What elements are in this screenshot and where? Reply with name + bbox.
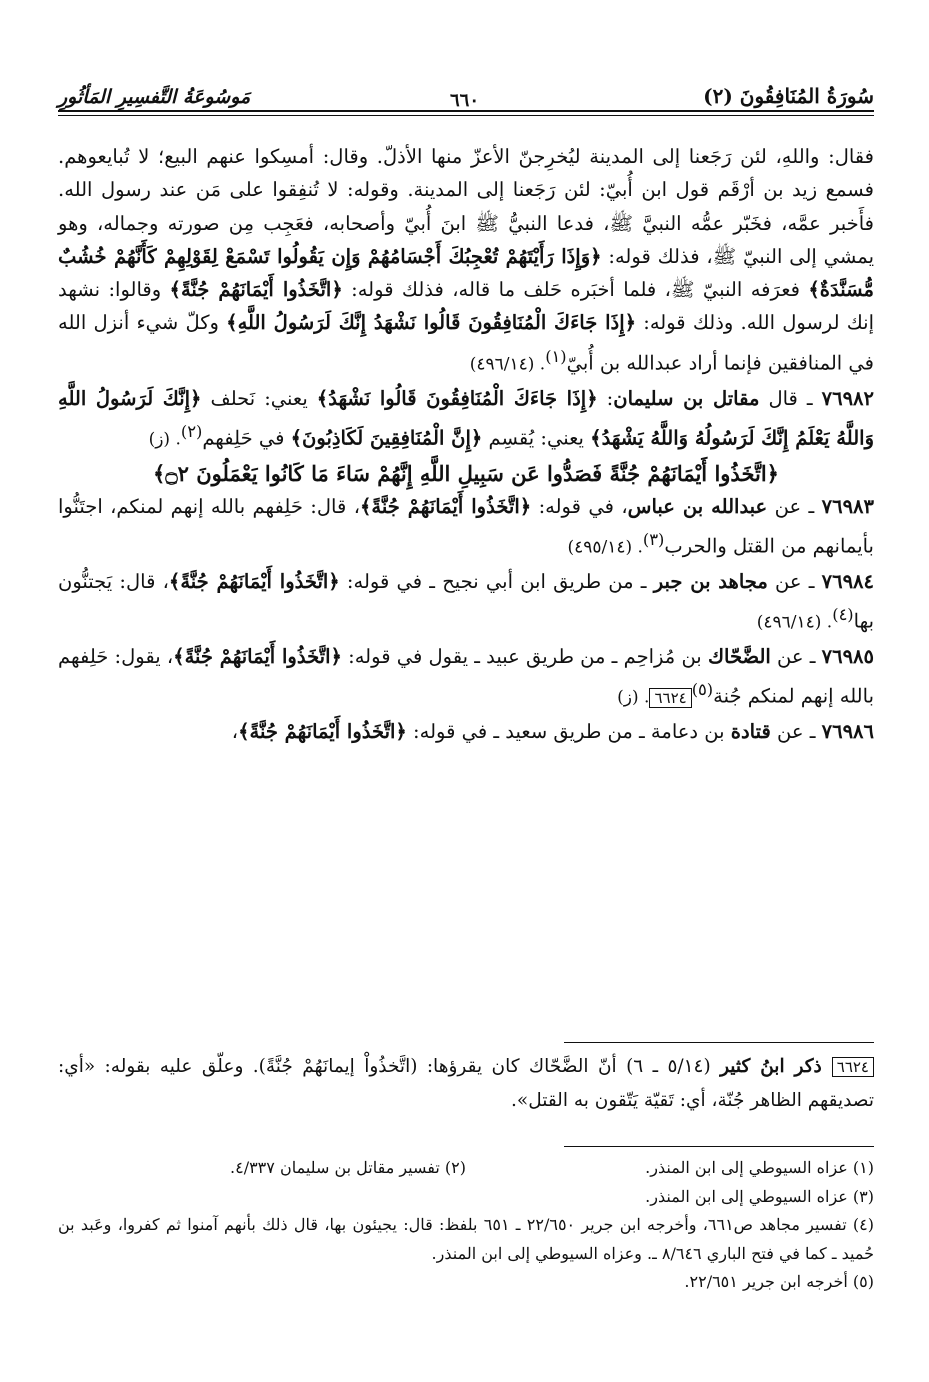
volume-reference: . (ز) (148, 429, 181, 450)
narrator-name: مجاهد بن جبر (653, 570, 768, 594)
header-rule (58, 110, 874, 112)
book-title: مَوسُوعَةُ التَّفسِيرِ المَأثُورِ (58, 86, 251, 108)
volume-reference: . (ز) (617, 687, 650, 708)
volume-reference: . (٤٩٦/١٤) (469, 354, 546, 375)
footnote-5: (٥) أخرجه ابن جرير ٢٢/٦٥١. (684, 1272, 874, 1291)
narration-number: ٧٦٩٨٢ (821, 386, 875, 410)
editorial-note (58, 1050, 874, 1117)
note-separator (564, 1042, 874, 1043)
header-rule-thin (58, 115, 874, 116)
note-reference-box[interactable]: ٦٦٢٤ (649, 688, 691, 708)
surah-title: سُورَةُ المُنَافِقُونَ (٢) (703, 84, 874, 108)
narrator-name: قتادة (730, 720, 771, 744)
footnote-separator (564, 1146, 874, 1147)
footnote-1: (١) عزاه السيوطي إلى ابن المنذر. (645, 1158, 874, 1177)
quran-quote: ﴿إِنَّكَ لَرَسُولُ اللَّهِ وَاللَّهُ يَعْلَمُ إِنَّكَ لَرَسُولُهُ وَاللَّهُ يَشْهَدُ﴾ (58, 386, 874, 450)
quran-quote: ﴿اتَّخَذُوا أَيْمَانَهُمْ جُنَّةً﴾ (173, 645, 342, 669)
narrator-name: عبدالله بن عباس (627, 494, 768, 518)
verse-heading: ﴿اتَّخَذُوا أَيْمَانَهُمْ جُنَّةً فَصَدُّوا عَن سَبِيلِ اللَّهِ إِنَّهُمْ سَاءَ مَا كَانُوا يَعْمَلُونَ ۝٢﴾ (153, 460, 779, 486)
narration-number: ٧٦٩٨٦ (821, 720, 874, 744)
narration-76982: ٧٦٩٨٢ ـ قال مقاتل بن سليمان: ﴿إِذَا جَاءَكَ الْمُنَافِقُونَ قَالُوا نَشْهَدُ﴾ يعني: نَحلف ﴿إِنَّكَ لَرَسُولُ اللَّهِ وَاللَّهُ يَعْلَمُ إِنَّكَ لَرَسُولُهُ وَاللَّهُ يَشْهَدُ﴾ يعني: يُقسِم ﴿إِنَّ الْمُنَافِقِينَ لَكَاذِبُونَ﴾ في حَلِفهم$^{(٢)}$. (ز) (58, 386, 875, 450)
footnotes (58, 1154, 874, 1297)
footnote-marker: (٤) (832, 605, 854, 625)
footnote-marker: (٢) (180, 421, 203, 441)
narration-76983: ٧٦٩٨٣ ـ عن عبدالله بن عباس، في قوله: ﴿اتَّخَذُوا أَيْمَانَهُمْ جُنَّةً﴾، قال: حَلِفهم بالله إنهم لمنكم، اجتَنُّوا بأيمانهم من القتل والحرب$^{(٣)}$. (٤٩٥/١٤) (58, 494, 874, 558)
quran-quote: ﴿إِنَّ الْمُنَافِقِينَ لَكَاذِبُونَ﴾ (290, 426, 483, 450)
note-text: (٥/١٤ ـ ٦) أنّ الضَّحّاك كان يقرؤها: (اتَّخذُواْ إيمانَهُمْ جُنَّةً). وعلّق عليه بقوله: «أي: تصديقهم الظاهر جُنّة، أي: تَقيّة يَتّقون به القتل». (58, 1056, 874, 1111)
footnote-marker: (١) (545, 346, 567, 366)
narration-76984: ٧٦٩٨٤ ـ عن مجاهد بن جبر ـ من طريق ابن أبي نجيح ـ في قوله: ﴿اتَّخَذُوا أَيْمَانَهُمْ جُنَّةً﴾، قال: يَجتنُّون بها$^{(٤)}$. (٤٩٦/١٤) (58, 570, 875, 633)
footnote-marker: (٥) (691, 680, 714, 700)
note-number-box: ٦٦٢٤ (832, 1057, 874, 1077)
volume-reference: . (٤٩٥/١٤) (567, 537, 643, 558)
quran-quote: ﴿إِذَا جَاءَكَ الْمُنَافِقُونَ قَالُوا نَشْهَدُ إِنَّكَ لَرَسُولُ اللَّهِ﴾ (226, 311, 637, 335)
main-text (58, 140, 874, 749)
quran-quote: ﴿إِذَا جَاءَكَ الْمُنَافِقُونَ قَالُوا نَشْهَدُ﴾ (316, 386, 598, 410)
paragraph-continued: فقال: واللهِ، لئن رَجَعنا إلى المدينة ليُخرِجنّ الأعزّ منها الأذلّ. وقال: أمسِكوا عنهم البيع؛ لا تُبايعوهم. فسمع زيد بن أرْقَم قول ابن أُبيّ: لئن رَجَعنا إلى المدينة. وقوله: لا تُنفِقوا على مَن عند رسول الله. فأَخبر عمَّه، فخَبّر عمُّه النبيَّ ﷺ، فدعا النبيُّ ﷺ ابنَ أُبيّ وأصحابه، فعَجِب مِن صورته وجماله، وهو يمشي إلى النبيّ ﷺ، فذلك قوله: ﴿وَإِذَا رَأَيْتَهُمْ تُعْجِبُكَ أَجْسَامُهُمْ وَإِن يَقُولُوا تَسْمَعْ لِقَوْلِهِمْ كَأَنَّهُمْ خُشُبٌ مُّسَنَّدَةٌ﴾ فعرَفه النبيّ ﷺ، فلما أخبَره حَلف ما قاله، فذلك قوله: ﴿اتَّخَذُوا أَيْمَانَهُمْ جُنَّةً﴾ وقالوا: نشهد إنك لرسول الله. وذلك قوله: ﴿إِذَا جَاءَكَ الْمُنَافِقُونَ قَالُوا نَشْهَدُ إِنَّكَ لَرَسُولُ اللَّهِ﴾ وكلّ شيء أنزل الله في المنافقين فإنما أراد عبدالله بن أُبيّ$^{(١)}$. (٤٩٦/١٤) (58, 145, 875, 375)
narration-number: ٧٦٩٨٥ (821, 645, 874, 669)
narrator-name: مقاتل بن سليمان (613, 386, 760, 410)
footnote-2: (٢) تفسير مقاتل بن سليمان ٤/٣٣٧. (230, 1158, 466, 1177)
volume-reference: . (٤٩٦/١٤) (756, 612, 833, 633)
narrator-name: الضَّحّاك (707, 645, 771, 669)
page-number-label: ٦٦٠ (440, 90, 489, 111)
narration-76985: ٧٦٩٨٥ ـ عن الضَّحّاك بن مُزاحِم ـ من طريق عبيد ـ يقول في قوله: ﴿اتَّخَذُوا أَيْمَانَهُمْ جُنَّةً﴾، يقول: حَلِفهم بالله إنهم لمنكم جُنة$^{(٥)}$٦٦٢٤. (ز) (58, 645, 874, 708)
footnote-marker: (٣) (642, 530, 665, 550)
narration-number: ٧٦٩٨٤ (821, 570, 875, 594)
footnote-row (58, 1154, 874, 1183)
quran-quote: ﴿اتَّخَذُوا أَيْمَانَهُمْ جُنَّةً﴾ (168, 570, 340, 594)
note-author: ذكر ابنُ كثير (720, 1056, 832, 1077)
narration-76986: ٧٦٩٨٦ ـ عن قتادة بن دعامة ـ من طريق سعيد ـ في قوله: ﴿اتَّخَذُوا أَيْمَانَهُمْ جُنَّةً﴾، (231, 720, 874, 744)
quran-quote: ﴿اتَّخَذُوا أَيْمَانَهُمْ جُنَّةً﴾ (359, 494, 532, 518)
footnote-4: (٤) تفسير مجاهد ص٦٦١، وأخرجه ابن جرير ٢٢/٦٥٠ ـ ٦٥١ بلفظ: قال: يجيئون بها، قال ذلك بأنهم آمنوا ثم كفروا، وعَبد بن حُميد ـ كما في فتح الباري ٨/٦٤٦ ـ. وعزاه السيوطي إلى ابن المنذر. (58, 1215, 875, 1263)
quran-quote: ﴿اتَّخَذُوا أَيْمَانَهُمْ جُنَّةً﴾ (169, 278, 343, 302)
quran-quote: ﴿وَإِذَا رَأَيْتَهُمْ تُعْجِبُكَ أَجْسَامُهُمْ وَإِن يَقُولُوا تَسْمَعْ لِقَوْلِهِمْ كَأَنَّهُمْ خُشُبٌ مُّسَنَّدَةٌ﴾ (58, 244, 874, 302)
footnote-3: (٣) عزاه السيوطي إلى ابن المنذر. (645, 1186, 874, 1206)
page-number (0, 90, 929, 111)
quran-quote: ﴿اتَّخَذُوا أَيْمَانَهُمْ جُنَّةً﴾ (238, 720, 407, 744)
narration-number: ٧٦٩٨٣ (821, 494, 874, 518)
